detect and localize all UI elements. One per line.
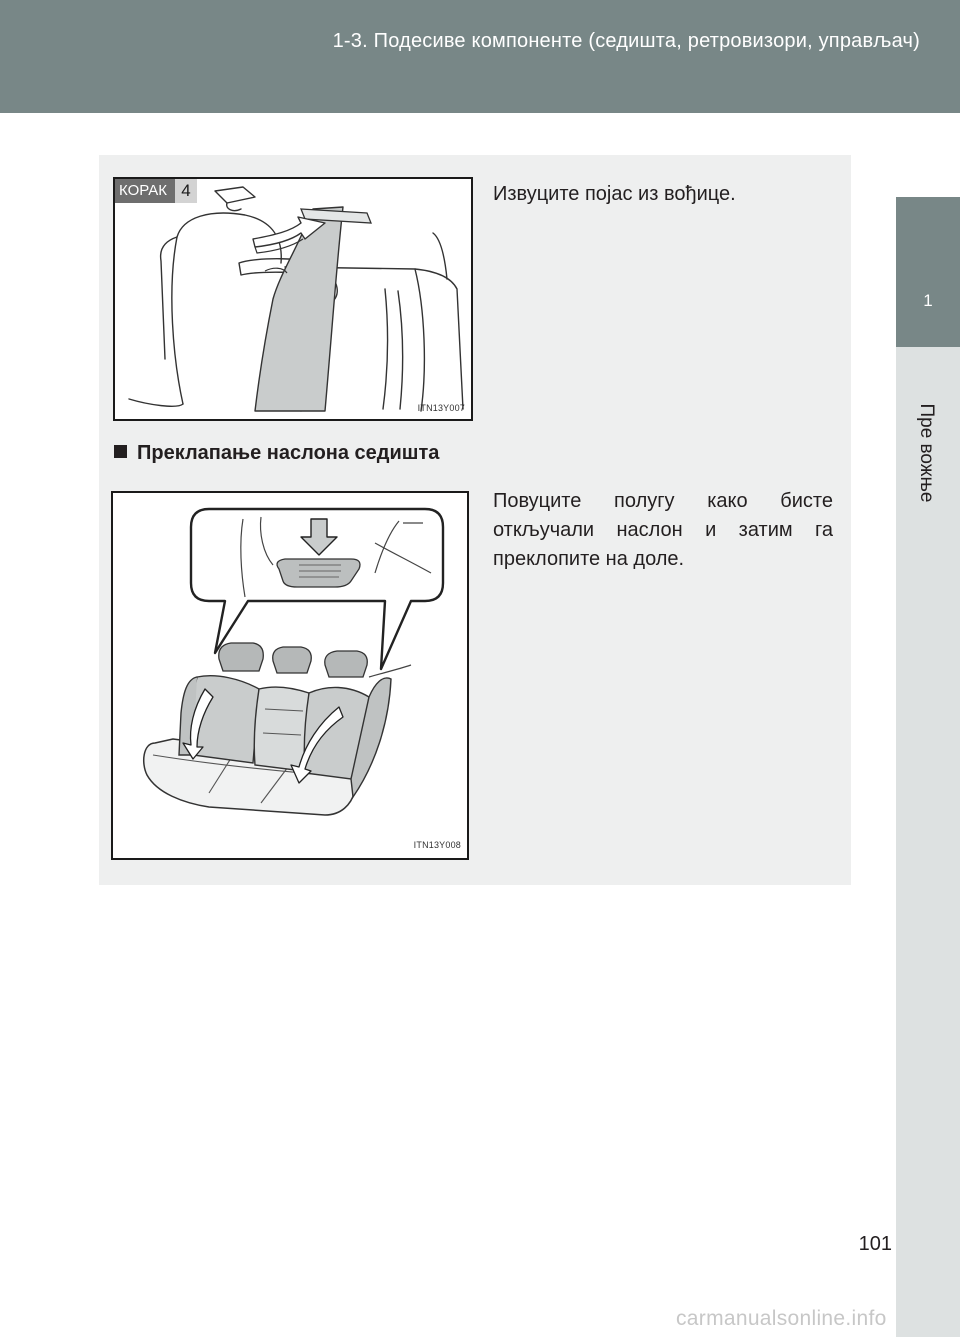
page-number: 101 [858,1233,892,1255]
section-heading-text: Преклапање наслона седишта [137,442,440,464]
figure-belt-guide [113,177,473,421]
page-header [0,0,960,113]
step-instruction: Извуците појас из вођице. [493,183,736,205]
step-label: КОРАК [115,179,175,203]
chapter-label-text: Пре вожње [916,403,937,503]
section-instruction: Повуците полугу како бисте откључали наслон и затим га преклопите на доле. [493,490,833,570]
watermark: carmanualsonline.info [676,1307,887,1330]
step-number: 4 [175,179,197,203]
figure-seat-fold [111,491,469,860]
header-title: 1-3. Подесиве компоненте (седишта, ретровизори, управљач) [332,30,920,52]
chapter-tab [896,197,960,347]
belt-guide-illustration [115,179,471,419]
square-bullet-icon [114,445,127,458]
section-heading [114,442,439,465]
figure-code: ITN13Y008 [413,840,461,850]
seat-fold-illustration [113,493,467,858]
figure-code: ITN13Y007 [417,403,465,413]
chapter-number: 1 [923,291,933,310]
chapter-label [894,403,958,503]
step-badge [115,179,197,203]
